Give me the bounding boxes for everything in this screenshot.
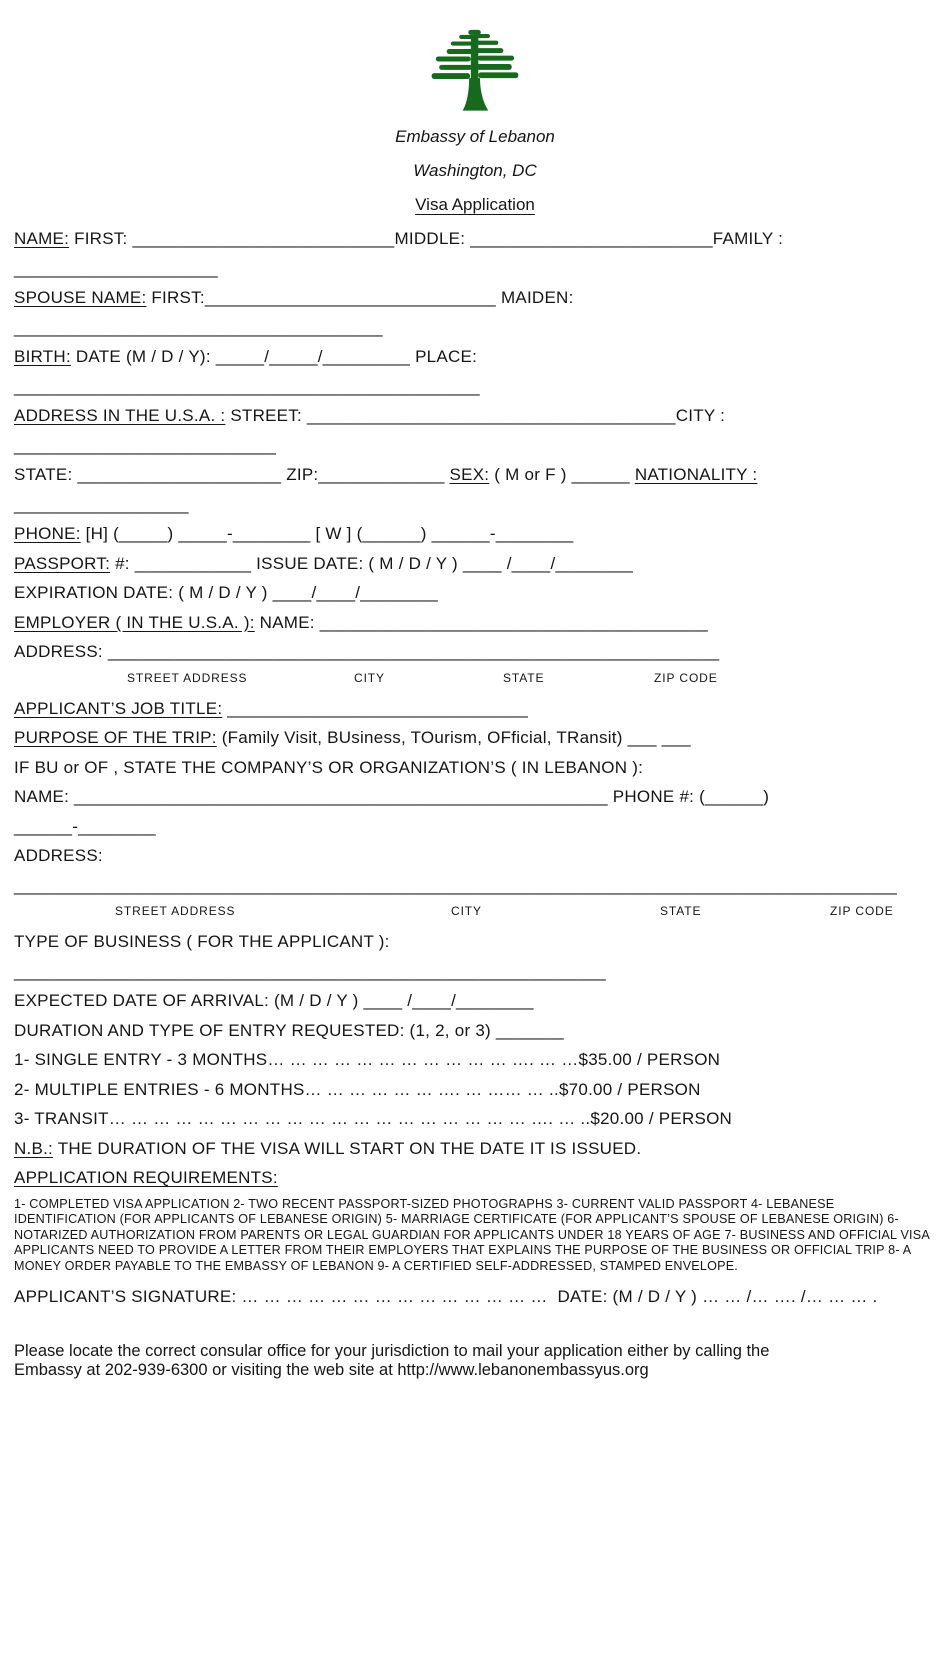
- employer-line: [14, 612, 936, 634]
- field-text: DATE (M / D / Y): _____/_____/_________ PLACE:: [70, 347, 478, 366]
- field-text: STREET: ______________________________________CITY :: [225, 406, 726, 425]
- field-text: Please locate the correct consular office for your jurisdiction to mail your application either by calling the Embassy at 202-939-6300 or visiting the web site at http://www.lebanonembassyus.org: [14, 1341, 770, 1379]
- field-text: ___________________________: [14, 435, 277, 455]
- job-title-line: [14, 698, 936, 720]
- type-of-business-line: [14, 931, 936, 953]
- employer-address-line: [14, 641, 936, 663]
- name-family-blank: [14, 258, 936, 280]
- field-text: ________________________________________________: [14, 376, 480, 396]
- field-label: PURPOSE OF THE TRIP:: [14, 728, 217, 747]
- requirements-paragraph: [14, 1197, 936, 1275]
- field-text: FIRST:______________________________ MAIDEN:: [146, 288, 574, 307]
- fee-single-entry: [14, 1049, 936, 1071]
- field-text: EXPECTED DATE OF ARRIVAL: (M / D / Y ) ____ /____/________: [14, 991, 534, 1010]
- field-text: ADDRESS: _______________________________________________________________: [14, 642, 720, 661]
- signature-date-line: [14, 1286, 936, 1308]
- column-header: CITY: [451, 904, 482, 918]
- address-usa-line: [14, 405, 936, 427]
- field-text: DURATION AND TYPE OF ENTRY REQUESTED: (1, 2, or 3) _______: [14, 1020, 564, 1040]
- nb-line: [14, 1138, 936, 1160]
- field-label: APPLICATION REQUIREMENTS:: [14, 1168, 278, 1187]
- spouse-maiden-blank: [14, 317, 936, 339]
- field-text: NAME: ________________________________________: [254, 612, 708, 632]
- field-label: ADDRESS IN THE U.S.A. :: [14, 406, 226, 425]
- cedar-tree-icon: [425, 28, 525, 115]
- field-text: _____________________: [14, 258, 218, 278]
- field-label: BIRTH:: [14, 347, 71, 366]
- field-text: APPLICANT’S SIGNATURE: … … … … … … … … … … … … … … DATE: (M / D / Y ) … … /… …. /… … … .: [14, 1287, 878, 1306]
- field-label: NATIONALITY :: [634, 465, 758, 484]
- phone-line: [14, 523, 936, 545]
- nationality-blank: [14, 494, 936, 516]
- field-label: SEX:: [449, 465, 490, 484]
- form-title-text: Visa Application: [415, 195, 535, 214]
- column-header: ZIP CODE: [654, 670, 718, 685]
- field-text: EXPIRATION DATE: ( M / D / Y ) ____/____/________: [14, 583, 438, 602]
- company-name-line: [14, 786, 936, 808]
- field-text: FIRST: ___________________________MIDDLE: _________________________FAMILY :: [69, 229, 784, 248]
- field-text: _______________________________: [222, 698, 529, 718]
- duration-entry-line: [14, 1020, 936, 1042]
- field-text: [H] (_____) _____-________ [ W ] (______) ______-________: [80, 524, 574, 543]
- field-label: PASSPORT:: [14, 553, 111, 573]
- column-header: ZIP CODE: [830, 904, 894, 918]
- field-label: N.B.:: [14, 1138, 54, 1158]
- field-label: NAME:: [14, 229, 70, 248]
- form-header: [14, 28, 936, 222]
- field-label: SPOUSE NAME:: [14, 288, 147, 307]
- field-text: ______________________________________: [14, 317, 383, 337]
- field-text: 2- MULTIPLE ENTRIES - 6 MONTHS… … … … … … …. … …… … ..$70.00 / PERSON: [14, 1079, 701, 1099]
- field-text: ______-________: [14, 816, 156, 836]
- state-zip-sex-nationality-line: [14, 464, 936, 486]
- column-header: STREET ADDRESS: [127, 670, 248, 685]
- embassy-name: Embassy of Lebanon: [395, 127, 555, 146]
- company-address-blank: [14, 875, 936, 897]
- field-text: #: ____________ ISSUE DATE: ( M / D / Y ) ____ /____/________: [110, 553, 634, 573]
- address-city-blank: [14, 435, 936, 457]
- address-columns-2: [14, 904, 936, 919]
- field-text: ___________________________________________________________________________________________: [14, 875, 898, 895]
- field-label: PHONE:: [14, 524, 81, 543]
- purpose-line: [14, 727, 936, 749]
- column-header: STATE: [660, 904, 702, 918]
- arrival-date-line: [14, 990, 936, 1012]
- field-text: __________________: [14, 494, 189, 514]
- column-header: STREET ADDRESS: [115, 904, 236, 918]
- field-text: IF BU or OF , STATE THE COMPANY’S OR ORGANIZATION’S ( IN LEBANON ):: [14, 757, 644, 777]
- birth-place-blank: [14, 376, 936, 398]
- form-title: [14, 188, 936, 222]
- type-of-business-blank: [14, 961, 936, 983]
- birth-line: [14, 346, 936, 368]
- address-columns-1: [14, 671, 936, 686]
- fee-multiple-entries: [14, 1079, 936, 1101]
- field-text: TYPE OF BUSINESS ( FOR THE APPLICANT ):: [14, 932, 390, 951]
- passport-line: [14, 553, 936, 575]
- form-body: [14, 228, 936, 1381]
- field-label: APPLICANT’S JOB TITLE:: [14, 698, 223, 718]
- spouse-name-line: [14, 287, 936, 309]
- name-line: [14, 228, 936, 250]
- field-text: STATE: _____________________ ZIP:_____________: [14, 465, 450, 484]
- field-text: 1- COMPLETED VISA APPLICATION 2- TWO RECENT PASSPORT-SIZED PHOTOGRAPHS 3- CURRENT VALID PASSPORT 4- LEBANESE IDENTIFICATION (FOR APPLICANTS OF LEBANESE ORIGIN) 5- MARRIAGE CERTIFICATE (FOR APPLICANT’S SPOUSE OF LEBANESE ORIGIN) 6- NOTARIZED AUTHORIZATION FROM PARENTS OR LEGAL GUARDIAN FOR APPLICANTS UNDER 18 YEARS OF AGE 7- BUSINESS AND OFFICIAL VISA APPLICANTS NEED TO PROVIDE A LETTER FROM THEIR EMPLOYERS THAT EXPLAINS THE PURPOSE OF THE BUSINESS OR OFFICIAL TRIP 8- A MONEY ORDER PAYABLE TO THE EMBASSY OF LEBANON 9- A CERTIFIED SELF-ADDRESSED, STAMPED ENVELOPE.: [14, 1196, 930, 1273]
- field-text: 1- SINGLE ENTRY - 3 MONTHS… … … … … … … … … … … …. … …$35.00 / PERSON: [14, 1050, 721, 1069]
- field-text: ( M or F ) ______: [489, 465, 635, 484]
- application-requirements-heading: [14, 1167, 936, 1189]
- field-text: THE DURATION OF THE VISA WILL START ON THE DATE IT IS ISSUED.: [53, 1138, 642, 1158]
- company-address-label: [14, 845, 936, 867]
- field-text: _____________________________________________________________: [14, 961, 606, 981]
- field-text: 3- TRANSIT… … … … … … … … … … … … … … … … … … … …. … ..$20.00 / PERSON: [14, 1109, 733, 1128]
- company-phone-blank: [14, 816, 936, 838]
- field-text: ADDRESS:: [14, 846, 103, 865]
- expiration-line: [14, 582, 936, 604]
- consular-office-note: [14, 1342, 814, 1381]
- column-header: CITY: [354, 670, 385, 685]
- fee-transit: [14, 1108, 936, 1130]
- field-label: EMPLOYER ( IN THE U.S.A. ):: [14, 612, 255, 632]
- field-text: (Family Visit, BUsiness, TOurism, OFficial, TRansit) ___ ___: [216, 728, 691, 747]
- column-header: STATE: [503, 670, 545, 685]
- embassy-location: Washington, DC: [413, 161, 537, 180]
- if-bu-of-line: [14, 757, 936, 779]
- field-text: NAME: _______________________________________________________ PHONE #: (______): [14, 787, 770, 806]
